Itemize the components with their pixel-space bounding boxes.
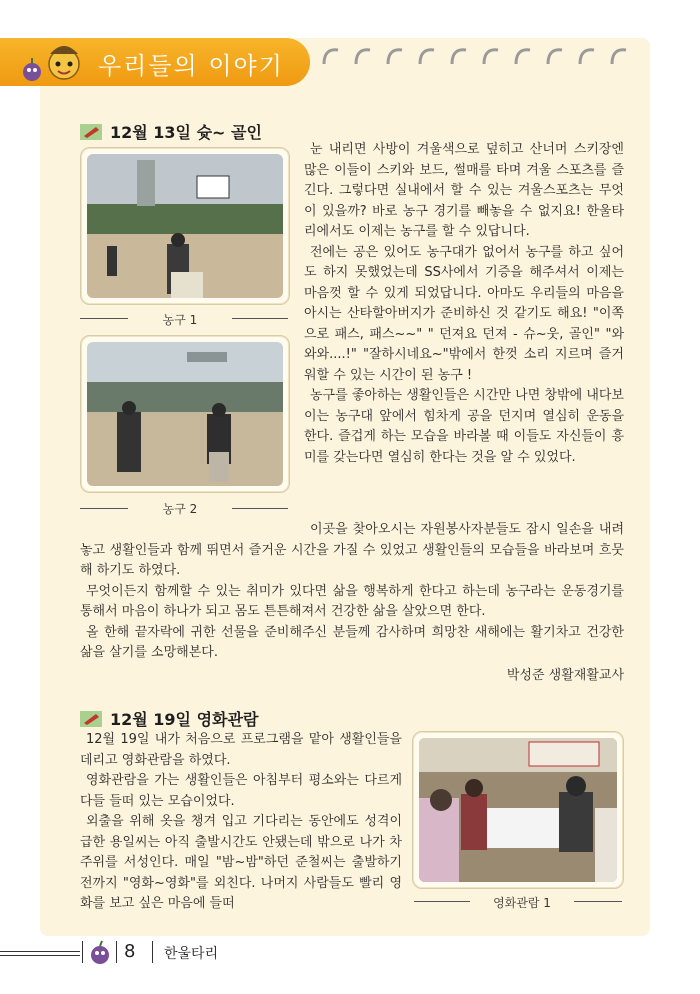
pencil-icon — [80, 124, 102, 140]
grape-mascot-icon — [88, 940, 112, 966]
paragraph: 눈 내리면 사방이 겨울색으로 덮히고 산너머 스키장엔 많은 이들이 스키와 보드, 썰매를 타며 겨울 스포츠를 즐긴다. 그렇다면 실내에서 할 수 있는 겨울스포츠는 무엇이 있을까? 바로 농구 경기를 빼놓을 수 없지요! 한울타리에서도 이제는 농구를 할 수 있답니다. — [304, 142, 624, 239]
photo2-caption: 농구 2 — [162, 502, 198, 516]
paragraph: 영화관람을 가는 생활인들은 아침부터 평소와는 다르게 다들 들떠 있는 모습이었다. — [80, 773, 402, 809]
movie-photo-caption: 영화관람 1 — [493, 896, 551, 910]
section1-body-side — [304, 140, 624, 468]
paragraph: 12월 19일 내가 처음으로 프로그램을 맡아 생활인들을 데리고 영화관람을 하였다. — [80, 732, 402, 768]
basketball-photo-1 — [80, 147, 290, 305]
footer-rule — [0, 951, 80, 952]
paragraph: 외출을 위해 옷을 챙겨 입고 기다리는 동안에도 성격이 급한 용일씨는 아직 출발시간도 안됐는데 밖으로 나가 차 주위를 서성인다. 매일 "밤~밤"하던 준철씨는 출발하기 전까지 "영화~영화"를 외친다. 나머지 사람들도 빨리 영화를 보고 싶은 마음에 들떠 — [80, 814, 402, 911]
publication-name: 한울타리 — [164, 946, 219, 962]
pencil-icon — [80, 711, 102, 727]
section1-title-text: 12월 13일 슛~ 골인 — [110, 123, 262, 142]
caption-rule — [574, 901, 622, 902]
mascot-icon — [14, 40, 94, 84]
footer-divider — [116, 941, 117, 963]
section1-title — [80, 120, 262, 143]
footer-divider — [82, 941, 83, 963]
caption-rule — [232, 318, 288, 319]
paragraph: 올 한해 끝자락에 귀한 선물을 준비해주신 분들께 감사하며 희망찬 새해에는 활기차고 건강한 삶을 살기를 소망해본다. — [80, 624, 624, 660]
photo1-caption: 농구 1 — [162, 313, 198, 327]
movie-outing-photo — [412, 731, 624, 889]
caption-rule — [414, 901, 470, 902]
spiral-binding-decoration — [316, 42, 646, 70]
footer-divider — [152, 941, 153, 963]
basketball-photo-2 — [80, 335, 290, 493]
paragraph: 이곳을 찾아오시는 자원봉사자분들도 잠시 일손을 내려놓고 생활인들과 함께 뛰면서 즐거운 시간을 가질 수 있었고 생활인들의 모습들을 바라보며 흐뭇해 하기도 하였다. — [80, 522, 624, 578]
section2-title — [80, 707, 258, 730]
caption-rule — [232, 508, 288, 509]
footer-rule — [0, 955, 80, 956]
paragraph: 농구를 좋아하는 생활인들은 시간만 나면 창밖에 내다보이는 농구대 앞에서 힘차게 공을 던지며 열심히 운동을 한다. 즐겁게 하는 모습을 바라볼 때 이들도 자신들이 흥미를 갖는다면 열심히 한다는 것을 알 수 있었다. — [304, 388, 624, 465]
caption-rule — [80, 318, 128, 319]
signature: 박성준 생활재활교사 — [506, 668, 624, 683]
section2-body — [80, 730, 402, 915]
paragraph: 무엇이든지 함께할 수 있는 취미가 있다면 삶을 행복하게 한다고 하는데 농구라는 운동경기를 통해서 마음이 하나가 되고 몸도 튼튼해져서 건강한 삶을 살았으면 한다. — [80, 583, 624, 619]
section1-body-full — [80, 520, 624, 664]
paragraph: 전에는 공은 있어도 농구대가 없어서 농구를 하고 싶어도 하지 못했었는데 SS사에서 기증을 해주셔서 이제는 마음껏 할 수 있게 되었답니다. 아마도 우리들의 마음을 아시는 산타할아버지가 준비하신 것 같기도 해요! "이쪽으로 패스, 패스~~" " 던져요 던져 - 슈~웃, 골인" "와와와....!" "잘하시네요~"밖에서 한껏 소리 지르며 즐거워할 수 있는 시간이 된 농구 ! — [304, 244, 624, 383]
caption-rule — [80, 508, 128, 509]
header-title: 우리들의 이야기 — [98, 52, 284, 80]
section2-title-text: 12월 19일 영화관람 — [110, 710, 259, 729]
page-number: 8 — [124, 941, 136, 962]
